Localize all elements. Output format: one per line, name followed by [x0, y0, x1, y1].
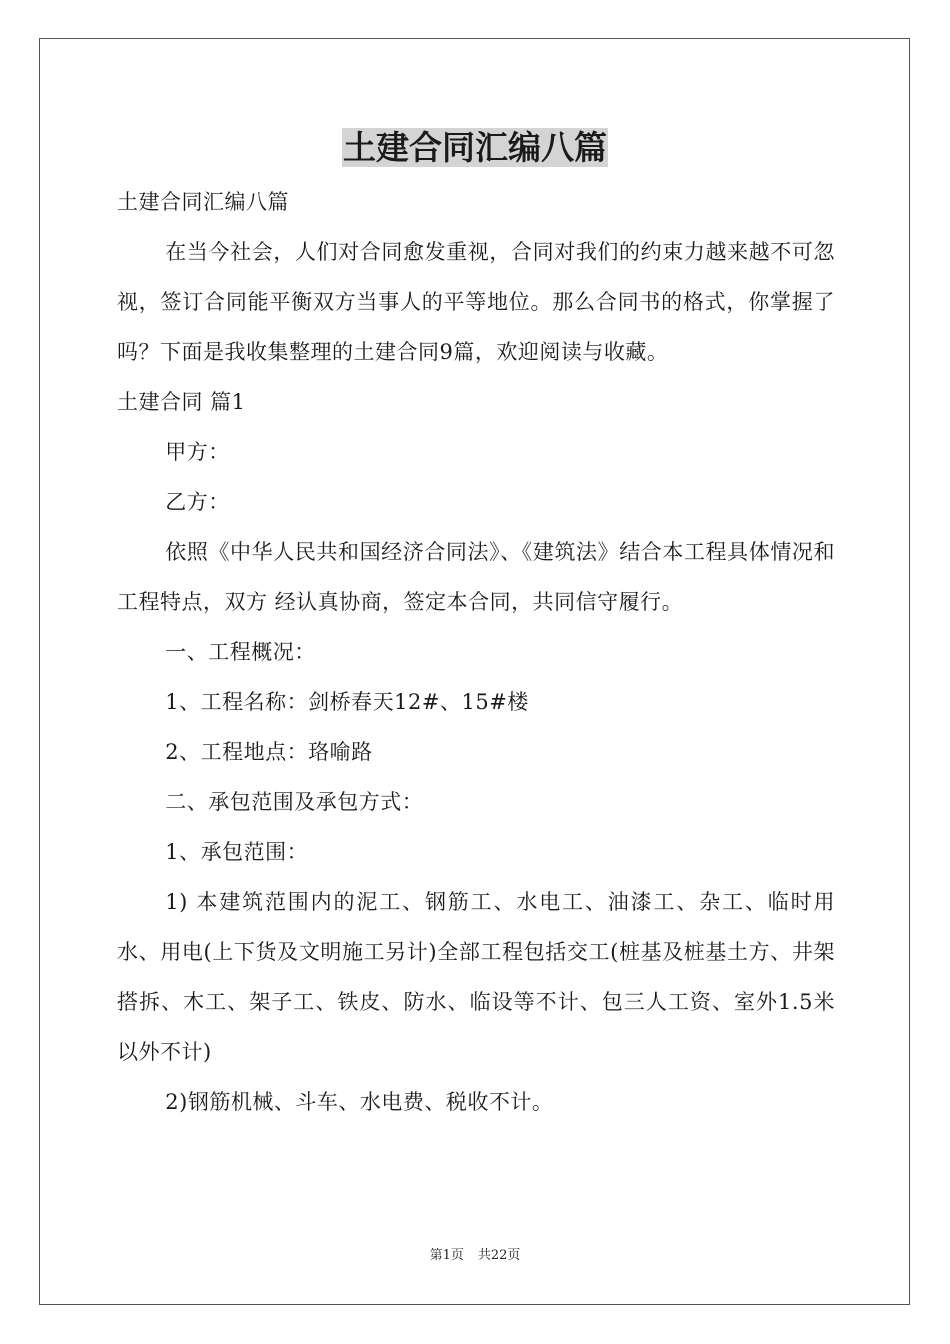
scope-heading: 二、承包范围及承包方式： [165, 790, 424, 814]
page-total: 共22页 [477, 1248, 521, 1263]
scope-item-1: 1) 本建筑范围内的泥工、钢筋工、水电工、油漆工、杂工、临时用水、用电(上下货及文明施工另计)全部工程包括交工(桩基及桩基土方、井架搭拆、木工、架子工、铁皮、防水、临设等不计、包三人工资、室外1.5米以外不计) [117, 890, 835, 1064]
section-heading: 土建合同 篇1 [117, 390, 246, 414]
party-b-label: 乙方： [165, 490, 230, 514]
document-body [117, 177, 835, 1127]
basis-paragraph: 依照《中华人民共和国经济合同法》、《建筑法》结合本工程具体情况和工程特点，双方 经认真协商，签定本合同，共同信守履行。 [117, 540, 835, 614]
project-name: 1、工程名称：剑桥春天12#、15#楼 [165, 690, 529, 714]
document-subtitle: 土建合同汇编八篇 [117, 190, 289, 214]
title-text: 土建合同汇编八篇 [343, 128, 607, 167]
party-a-label: 甲方： [165, 440, 230, 464]
intro-paragraph: 在当今社会，人们对合同愈发重视，合同对我们的约束力越来越不可忽视，签订合同能平衡双方当事人的平等地位。那么合同书的格式，你掌握了吗？下面是我收集整理的土建合同9篇，欢迎阅读与收藏。 [117, 240, 835, 364]
page-footer [0, 1247, 950, 1265]
scope-item-2: 2)钢筋机械、斗车、水电费、税收不计。 [165, 1090, 554, 1114]
project-location: 2、工程地点：珞喻路 [165, 740, 373, 764]
scope-label: 1、承包范围： [165, 840, 309, 864]
document-title [0, 128, 950, 168]
overview-heading: 一、工程概况： [165, 640, 316, 664]
page-number: 第1页 [429, 1248, 464, 1263]
